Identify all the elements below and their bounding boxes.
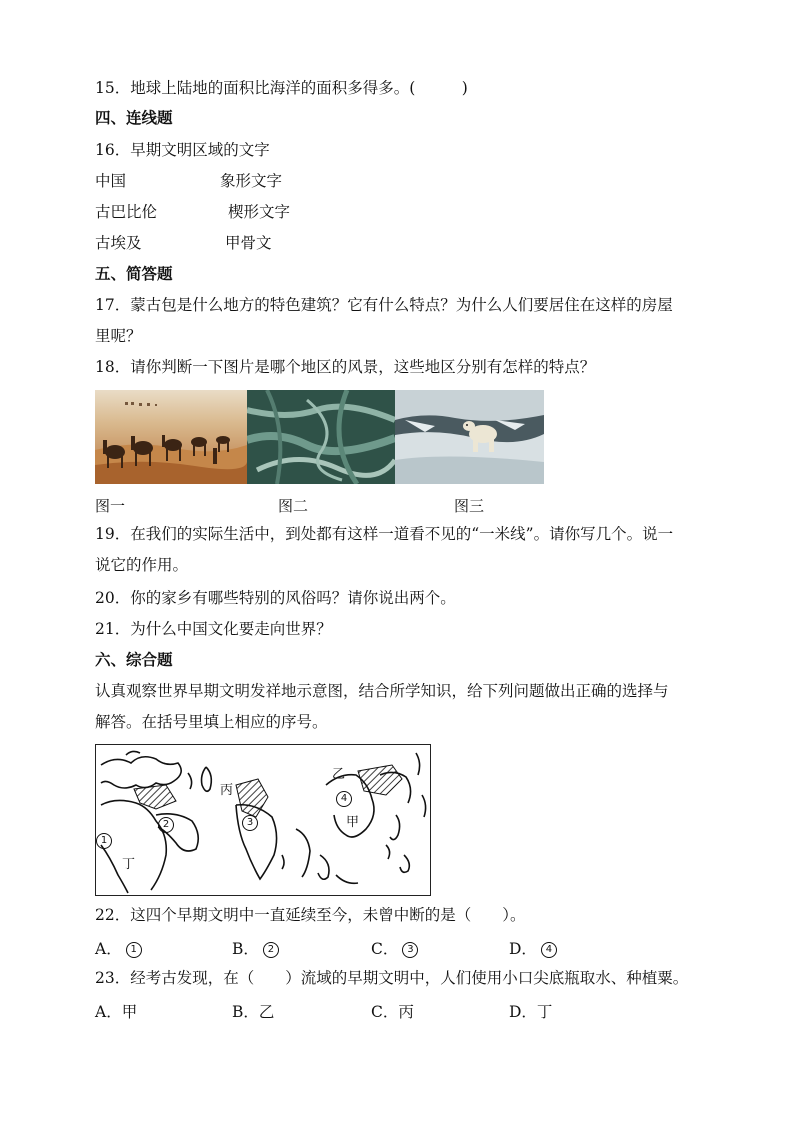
match-row-3 [95,233,395,253]
section-heading-matching: 四、连线题 [95,109,173,127]
question-17-line-1: 17．蒙古包是什么地方的特色建筑？它有什么特点？为什么人们要居住在这样的房屋 [95,296,673,314]
section-heading-short-answer: 五、简答题 [95,265,173,283]
question-17-line-2: 里呢？ [95,327,142,345]
map-marker-1: 1 [96,833,112,849]
question-18: 18．请你判断一下图片是哪个地区的风景，这些地区分别有怎样的特点？ [95,358,596,376]
map-label-yi: 乙 [332,767,346,782]
photo-caption-3: 图三 [454,497,485,515]
civilization-map [95,744,431,896]
photo-desert-camels [95,390,247,484]
match-left-2: 古巴比伦 [95,203,158,221]
q23-option-c: C．丙 [371,1003,414,1021]
question-15: 15．地球上陆地的面积比海洋的面积多得多。( ) [95,79,468,97]
question-21: 21．为什么中国文化要走向世界？ [95,620,332,638]
q22-option-d: D． 4 [509,937,557,959]
map-label-bing: 丙 [220,783,234,798]
photo-polar-bear [395,390,544,484]
question-19-line-1: 19．在我们的实际生活中，到处都有这样一道看不见的“一米线”。请你写几个。说一 [95,525,674,543]
q22-option-c: C． 3 [371,937,418,959]
match-row-1 [95,171,395,191]
question-19-line-2: 说它的作用。 [95,556,189,574]
photo-caption-2: 图二 [278,497,309,515]
map-label-ding: 丁 [122,857,136,872]
match-right-2: 楔形文字 [228,203,291,221]
map-marker-2: 2 [158,817,174,833]
question-16: 16．早期文明区域的文字 [95,141,270,159]
section-heading-comprehensive: 六、综合题 [95,651,173,669]
match-left-3: 古埃及 [95,234,142,252]
match-row-2 [95,202,395,222]
map-marker-4: 4 [336,791,352,807]
intro-line-2: 解答。在括号里填上相应的序号。 [95,713,328,731]
q23-option-b: B．乙 [232,1003,275,1021]
match-left-1: 中国 [95,172,127,190]
intro-line-1: 认真观察世界早期文明发祥地示意图，结合所学知识，给下列问题做出正确的选择与 [95,682,669,700]
photo-caption-1: 图一 [95,497,126,515]
q23-option-d: D．丁 [509,1003,553,1021]
q23-option-a: A．甲 [95,1003,138,1021]
photo-river-delta [247,390,395,484]
question-23: 23．经考古发现，在（ ）流域的早期文明中，人们使用小口尖底瓶取水、种植粟。 [95,969,689,987]
question-22: 22．这四个早期文明中一直延续至今，未曾中断的是（ ）。 [95,906,526,924]
map-label-jia: 甲 [346,815,360,830]
q22-option-a: A． 1 [95,937,142,959]
match-right-3: 甲骨文 [225,234,272,252]
match-right-1: 象形文字 [220,172,283,190]
q22-option-b: B． 2 [232,937,279,959]
map-marker-3: 3 [242,815,258,831]
question-20: 20．你的家乡有哪些特别的风俗吗？请你说出两个。 [95,589,456,607]
landscape-photos [95,390,544,484]
